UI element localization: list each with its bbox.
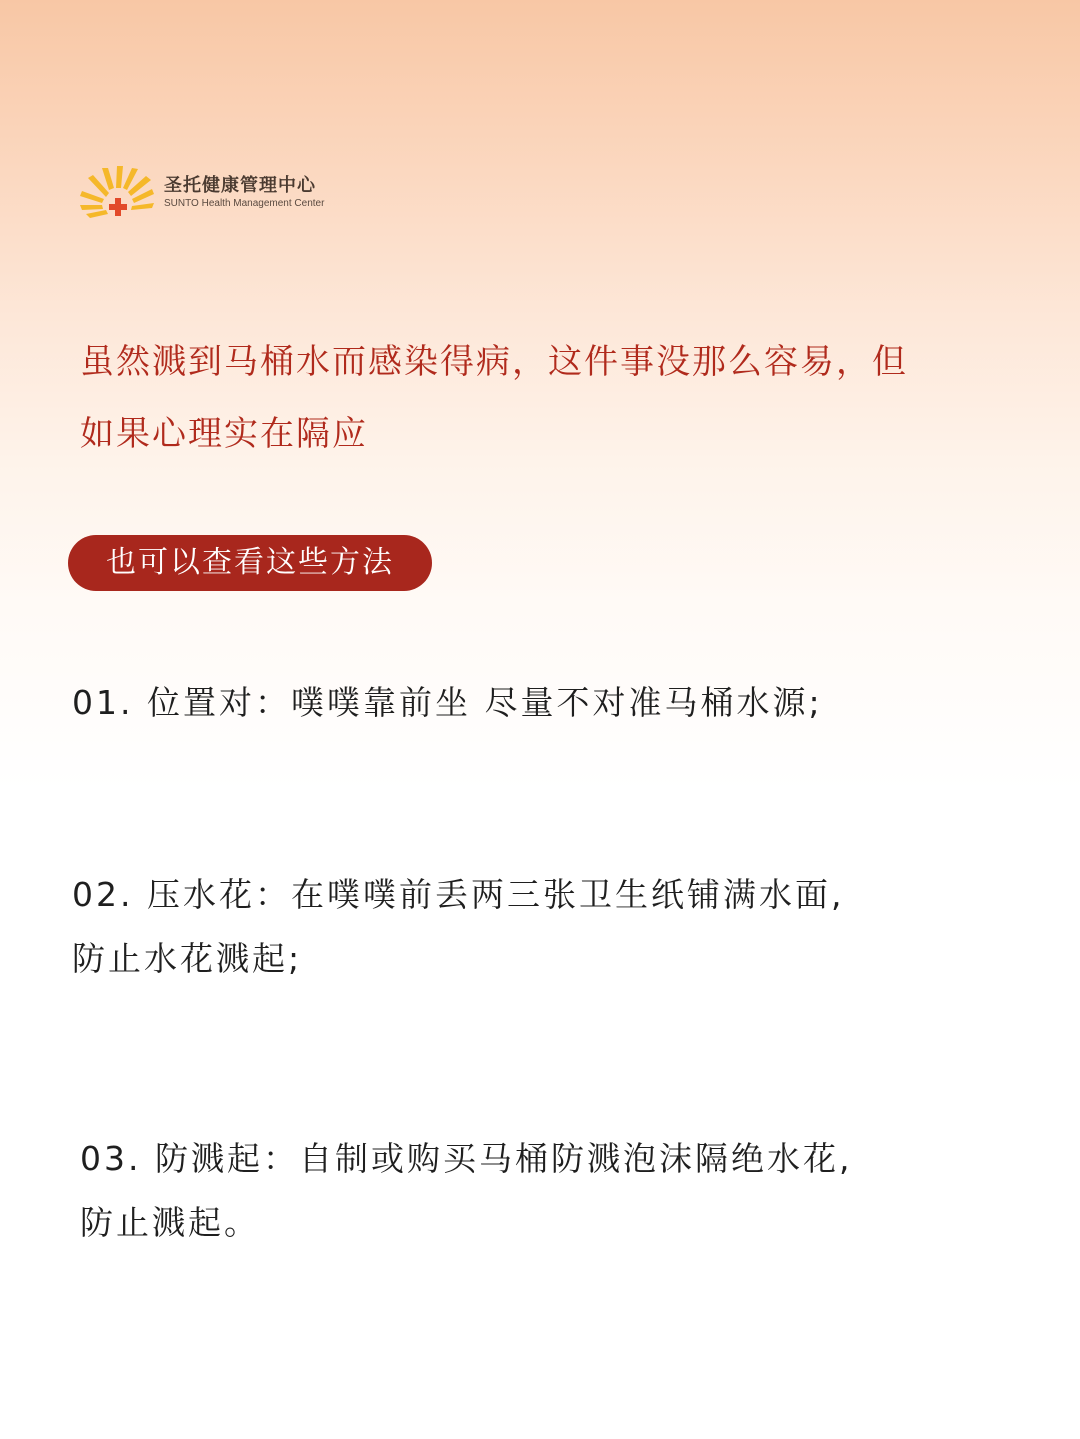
tip-3-line-1: 03. 防溅起：自制或购买马桶防溅泡沫隔绝水花, (80, 1139, 853, 1178)
sunburst-logo-icon (80, 166, 154, 220)
tip-item-2 (72, 863, 972, 991)
tip-1-line-1: 01. 位置对：噗噗靠前坐 尽量不对准马桶水源; (72, 683, 823, 722)
methods-badge: 也可以查看这些方法 (68, 535, 432, 591)
tip-2-line-2: 防止水花溅起; (72, 939, 303, 978)
intro-line-1: 虽然溅到马桶水而感染得病，这件事没那么容易，但 (80, 342, 908, 382)
logo-name-cn: 圣托健康管理中心 (164, 175, 316, 196)
logo-name-en: SUNTO Health Management Center (164, 198, 325, 209)
brand-logo (80, 166, 324, 220)
intro-text (80, 326, 1000, 470)
intro-line-2: 如果心理实在隔应 (80, 414, 368, 454)
tip-2-line-1: 02. 压水花：在噗噗前丢两三张卫生纸铺满水面, (72, 875, 845, 914)
tip-3-line-2: 防止溅起。 (80, 1203, 260, 1242)
tip-item-3 (80, 1127, 980, 1255)
tip-item-1 (72, 671, 1012, 735)
logo-text (164, 175, 324, 211)
